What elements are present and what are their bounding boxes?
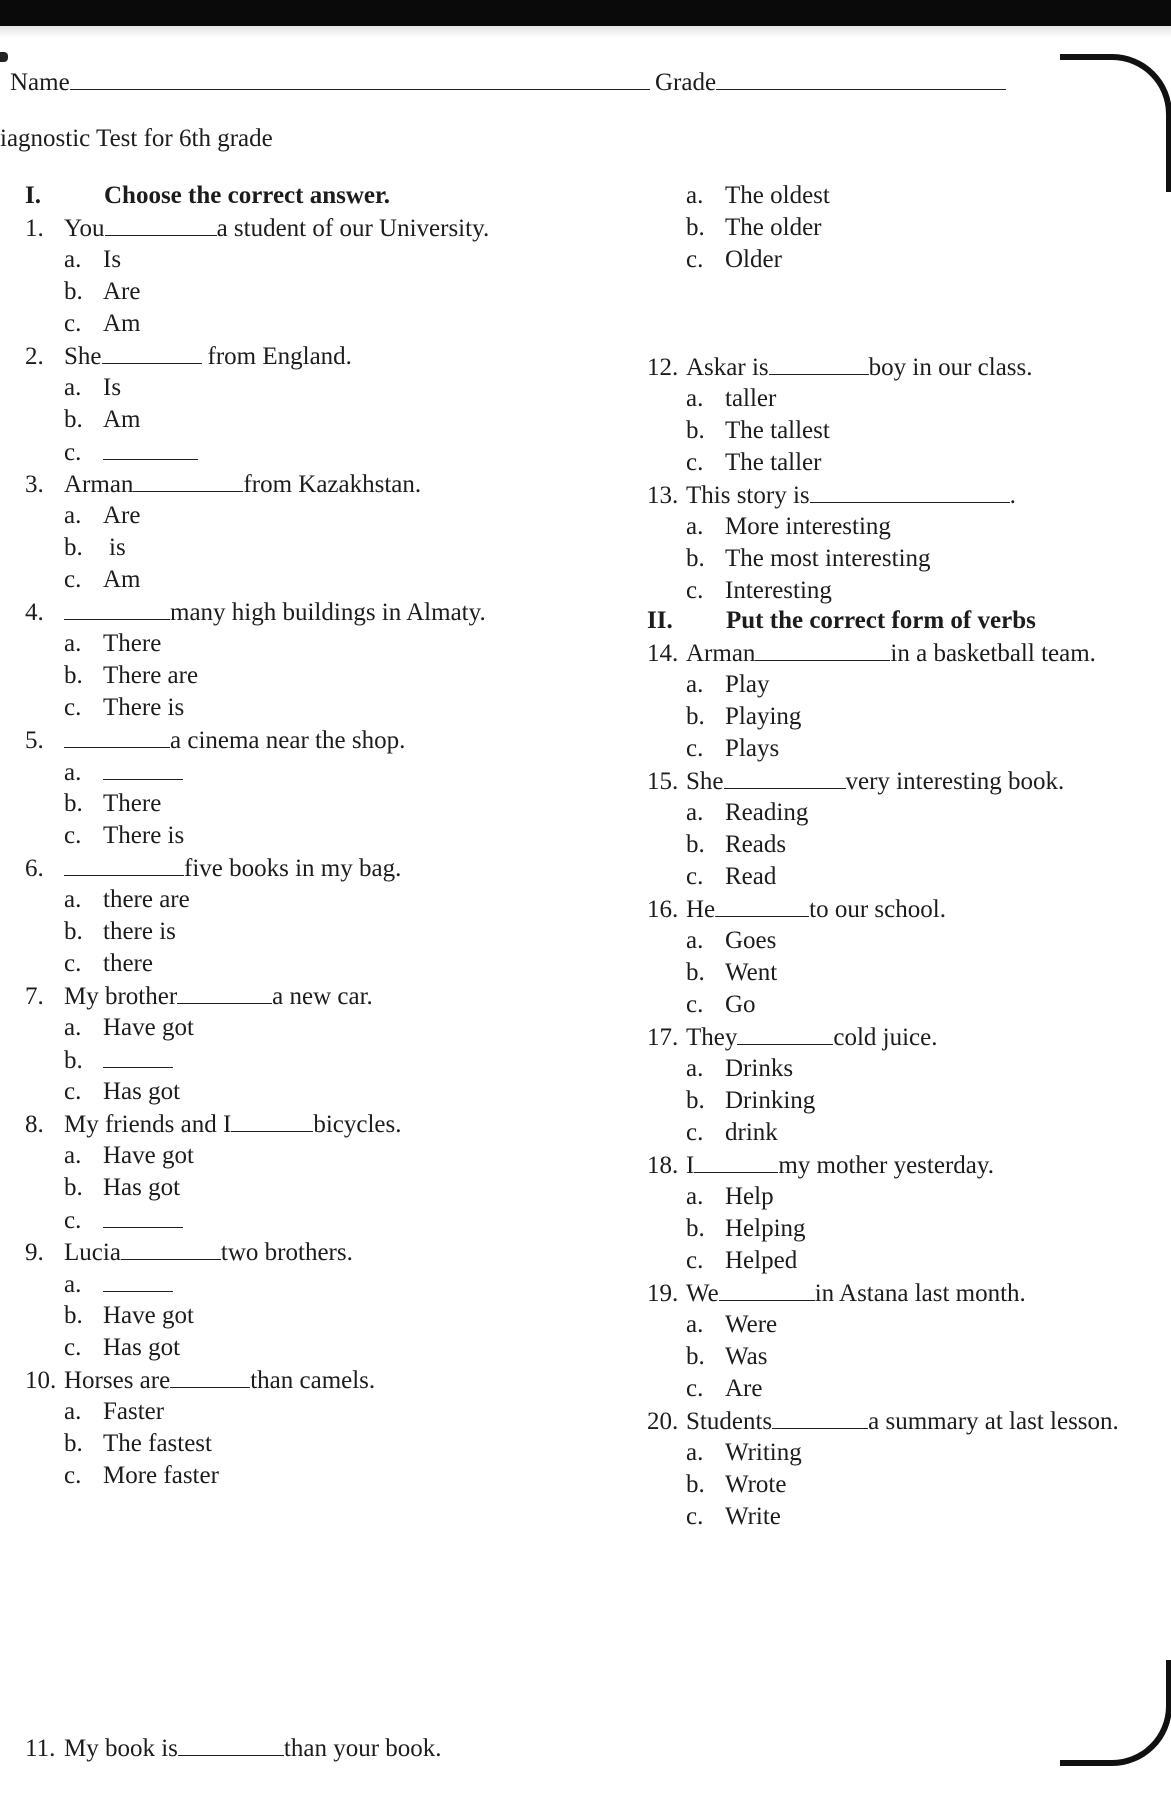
answer-option[interactable]: a. The oldest [686,182,830,209]
question: 19. We in Astana last month. [647,1280,1026,1307]
question: 10. Horses are than camels. [25,1367,376,1394]
question: 4. many high buildings in Almaty. [25,599,486,626]
answer-blank[interactable] [810,480,1010,503]
answer-option[interactable]: c. Are [686,1375,763,1402]
answer-option[interactable]: a. Have got [64,1014,194,1041]
question-number: 9. [25,1239,44,1266]
question-number: 8. [25,1111,44,1138]
question: 2. She from England. [25,343,352,370]
question-number: 15. [647,768,679,795]
question-number: 14. [647,640,679,667]
answer-option[interactable]: c. More faster [64,1462,219,1489]
answer-blank[interactable] [694,1150,778,1173]
name-label: Name [10,69,70,96]
question-number: 3. [25,471,44,498]
answer-option[interactable]: b. Drinking [686,1087,816,1114]
answer-option[interactable]: a. taller [686,385,777,412]
answer-option[interactable]: b. Have got [64,1302,194,1329]
question-number: 1. [25,215,44,242]
question: 20. Students a summary at last lesson. [647,1408,1119,1435]
answer-option[interactable]: a. Play [686,671,770,698]
answer-blank[interactable] [231,1109,313,1132]
section-numeral: II. [647,607,673,634]
answer-option[interactable]: b. Helping [686,1215,806,1242]
question: 15. She very interesting book. [647,768,1065,795]
answer-blank[interactable] [755,638,890,661]
answer-option[interactable]: a. [64,757,183,788]
page-title: iagnostic Test for 6th grade [0,125,273,152]
answer-option[interactable]: c. drink [686,1119,778,1146]
answer-option[interactable]: a. Reading [686,799,809,826]
answer-option[interactable]: c. Am [64,566,141,593]
answer-option[interactable]: c. Am [64,310,141,337]
question: 18. I my mother yesterday. [647,1152,995,1179]
answer-blank[interactable] [121,1237,221,1260]
answer-option[interactable]: a. Faster [64,1398,165,1425]
question: 16. He to our school. [647,896,946,923]
answer-option[interactable]: c. Older [686,246,782,273]
answer-blank[interactable] [64,597,170,620]
answer-option[interactable]: b. Am [64,406,141,433]
answer-option[interactable]: c. There is [64,822,185,849]
question: 11. My book is than your book. [25,1735,442,1762]
question: 12. Askar is boy in our class. [647,354,1033,381]
question: 1. You a student of our University. [25,215,490,242]
answer-blank[interactable] [772,1406,868,1429]
question-number: 11. [25,1735,56,1762]
answer-option[interactable]: a. There [64,630,162,657]
answer-blank[interactable] [715,894,809,917]
question-number: 2. [25,343,44,370]
grade-line [655,67,1006,98]
answer-option[interactable]: c. there [64,950,153,977]
name-line [10,67,650,98]
answer-option[interactable]: c. Helped [686,1247,798,1274]
question-number: 4. [25,599,44,626]
answer-option[interactable]: b. The tallest [686,417,830,444]
answer-blank[interactable] [103,1205,183,1228]
question-number: 7. [25,983,44,1010]
question: 3. Arman from Kazakhstan. [25,471,422,498]
question-number: 5. [25,727,44,754]
answer-option[interactable]: c. Plays [686,735,780,762]
question: 9. Lucia two brothers. [25,1239,353,1266]
question-number: 17. [647,1024,679,1051]
answer-blank[interactable] [170,1365,250,1388]
answer-option[interactable]: b. there is [64,918,176,945]
answer-option[interactable]: c. Interesting [686,577,832,604]
answer-option[interactable]: b. Went [686,959,778,986]
section-title: Put the correct form of verbs [726,607,1036,634]
answer-option[interactable]: b. Reads [686,831,787,858]
answer-option[interactable]: b. Was [686,1343,768,1370]
answer-option[interactable]: c. [64,437,198,468]
section-title: Choose the correct answer. [104,182,391,209]
answer-option[interactable]: a. Have got [64,1142,194,1169]
answer-blank[interactable] [177,981,272,1004]
answer-option[interactable]: c. Has got [64,1334,181,1361]
answer-option[interactable]: a. [64,1269,173,1300]
question: 6. five books in my bag. [25,855,402,882]
answer-option[interactable]: c. Has got [64,1078,181,1105]
grade-blank[interactable] [716,67,1006,90]
question-number: 16. [647,896,679,923]
answer-option[interactable]: b. Are [64,278,141,305]
answer-blank[interactable] [719,1278,815,1301]
answer-option[interactable]: a. Were [686,1311,778,1338]
answer-option[interactable]: a. Goes [686,927,777,954]
question-number: 13. [647,482,679,509]
grade-label: Grade [655,69,717,96]
answer-option[interactable]: b. Wrote [686,1471,787,1498]
question: 8. My friends and I bicycles. [25,1111,402,1138]
answer-blank[interactable] [724,766,846,789]
question-number: 18. [647,1152,679,1179]
answer-option[interactable]: b. Playing [686,703,802,730]
answer-option[interactable]: b. The fastest [64,1430,212,1457]
answer-blank[interactable] [103,437,198,460]
question-number: 20. [647,1408,679,1435]
question: 17. They cold juice. [647,1024,938,1051]
answer-option[interactable]: b. [64,1045,173,1076]
answer-option[interactable]: b. Has got [64,1174,181,1201]
question-number: 19. [647,1280,679,1307]
top-shadow [0,26,1171,38]
question: 7. My brother a new car. [25,983,373,1010]
answer-option[interactable]: c. Go [686,991,756,1018]
answer-blank[interactable] [64,725,170,748]
question: 14. Arman in a basketball team. [647,640,1096,667]
question-number: 12. [647,354,679,381]
answer-option[interactable]: c. [64,1205,183,1236]
question: 13. This story is . [647,482,1016,509]
answer-blank[interactable] [102,341,202,364]
answer-option[interactable]: b. There are [64,662,199,689]
answer-option[interactable]: a. Are [64,502,141,529]
answer-option[interactable]: a. Drinks [686,1055,794,1082]
corner-bracket-top [1060,54,1171,192]
section-numeral: I. [25,182,41,209]
answer-blank[interactable] [105,213,217,236]
answer-blank[interactable] [737,1022,833,1045]
answer-option[interactable]: a. More interesting [686,513,891,540]
answer-blank[interactable] [103,1045,173,1068]
answer-blank[interactable] [103,757,183,780]
edge-mark [0,52,8,62]
answer-option[interactable]: c. Write [686,1503,781,1530]
question-number: 10. [25,1367,57,1394]
answer-blank[interactable] [133,469,243,492]
answer-option[interactable]: b. The older [686,214,822,241]
question: 5. a cinema near the shop. [25,727,406,754]
answer-option[interactable]: c. The taller [686,449,822,476]
answer-option[interactable]: b. The most interesting [686,545,931,572]
answer-option[interactable]: b. is [64,534,126,561]
answer-blank[interactable] [769,352,869,375]
answer-blank[interactable] [178,1733,284,1756]
answer-option[interactable]: c. There is [64,694,185,721]
answer-option[interactable]: a. Is [64,374,122,401]
answer-blank[interactable] [64,853,184,876]
answer-blank[interactable] [103,1269,173,1292]
answer-option[interactable]: b. There [64,790,162,817]
answer-option[interactable]: a. there are [64,886,190,913]
answer-option[interactable]: a. Is [64,246,122,273]
answer-option[interactable]: a. Writing [686,1439,802,1466]
top-black-bar [0,0,1171,26]
name-blank[interactable] [70,67,650,90]
question-number: 6. [25,855,44,882]
answer-option[interactable]: c. Read [686,863,777,890]
corner-bracket-bottom [1060,1660,1171,1766]
answer-option[interactable]: a. Help [686,1183,774,1210]
